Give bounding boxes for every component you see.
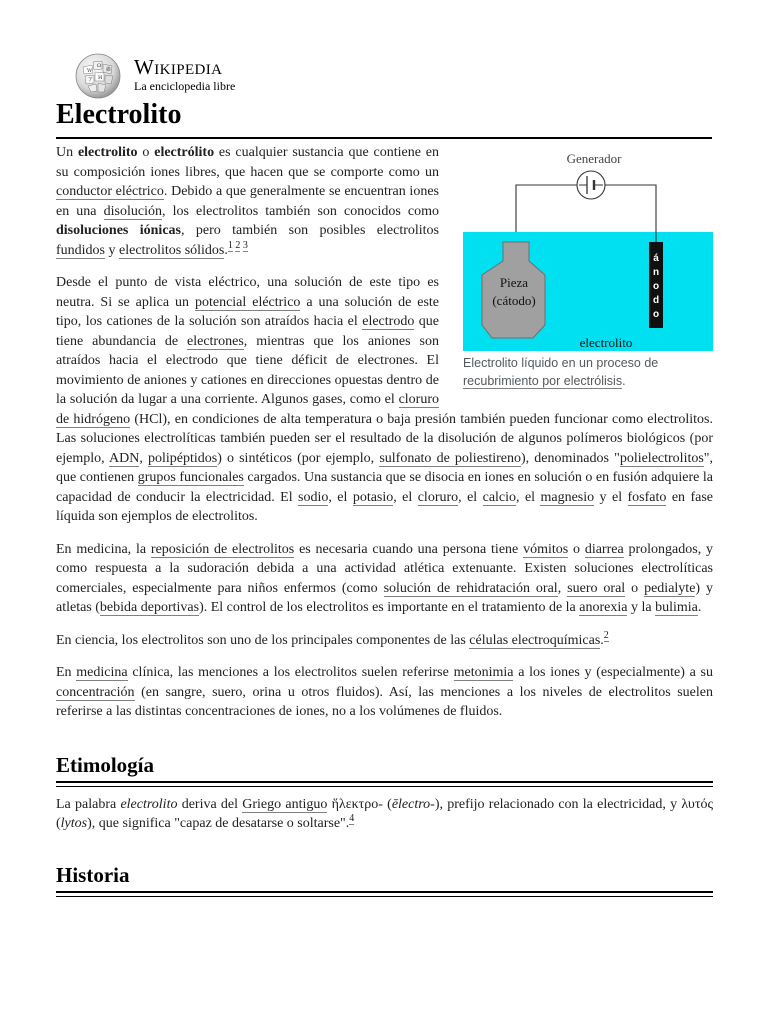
term-lytos: lytos <box>60 816 88 831</box>
term-electrolito-italic: electrolito <box>120 796 178 812</box>
link-reposicion-de-electrolitos[interactable]: reposición de electrolitos <box>150 541 295 557</box>
title-divider <box>56 137 712 139</box>
link-anorexia[interactable]: anorexia <box>579 600 628 615</box>
generator-label: Generador <box>566 151 622 166</box>
cathode-wire <box>516 185 578 232</box>
link-fundidos[interactable]: fundidos <box>56 242 105 258</box>
link-medicina[interactable]: medicina <box>76 665 128 680</box>
link-solucion-de-rehidratacion-oral[interactable]: solución de rehidratación oral <box>383 580 558 596</box>
link-polielectrolitos[interactable]: polielectrolitos <box>619 450 704 466</box>
link-grupos-funcionales[interactable]: grupos funcionales <box>137 470 244 485</box>
link-magnesio[interactable]: magnesio <box>540 489 595 505</box>
link-fosfato[interactable]: fosfato <box>627 489 667 505</box>
caption-end: . <box>622 374 626 388</box>
anode-letter: á <box>653 253 659 264</box>
link-calcio[interactable]: calcio <box>482 489 517 505</box>
reference-link-2[interactable]: 2 <box>235 239 241 251</box>
svg-text:維: 維 <box>106 67 112 73</box>
svg-text:И: И <box>98 75 103 81</box>
link-potencial-electrico[interactable]: potencial eléctrico <box>194 294 301 310</box>
link-conductor-electrico[interactable]: conductor eléctrico <box>56 184 164 199</box>
electrolysis-figure <box>463 145 713 390</box>
link-bulimia[interactable]: bulimia <box>655 600 698 615</box>
section-divider-etimologia <box>56 781 713 783</box>
link-electrolitos-solidos[interactable]: electrolitos sólidos <box>119 242 225 258</box>
section-heading-historia: Historia <box>56 862 130 887</box>
electrolysis-diagram <box>463 145 713 353</box>
link-griego-antiguo[interactable]: Griego antiguo <box>242 796 328 812</box>
anode-label <box>653 253 659 320</box>
science-paragraph: En ciencia, los electrolitos son uno de los principales componentes de las células electroquímicas.$^2$ <box>56 629 609 648</box>
cathode-label-line2: (cátodo) <box>492 293 536 308</box>
caption-text: Electrolito líquido en un proceso de <box>463 356 659 370</box>
link-sodio[interactable]: sodio <box>298 489 329 505</box>
svg-text:ア: ア <box>88 77 94 83</box>
section-divider-historia <box>56 891 713 893</box>
cathode-label-line1: Pieza <box>499 275 529 290</box>
reference-link-2b[interactable]: 2 <box>603 629 609 641</box>
svg-text:W: W <box>87 68 93 74</box>
intro-paragraph: Un electrolito o electrólito es cualquier sustancia que contiene en su composición iones libres, que hacen que se comporte como un conductor eléctrico. Debido a que generalmente se encuentran iones en una disolución, los electrolitos también son conocidos como disoluciones iónicas, pero también son posibles electrolitos fundidos y electrolitos sólidos.$^{1 2 3}$ <box>56 145 439 258</box>
link-concentracion[interactable]: concentración <box>56 684 135 700</box>
link-disolucion[interactable]: disolución <box>103 203 162 219</box>
wikipedia-globe-icon <box>74 52 122 100</box>
figure-caption <box>463 354 713 390</box>
link-pedialyte[interactable]: pedialyte <box>644 580 696 596</box>
term-disoluciones-ionicas: disoluciones iónicas <box>56 223 181 238</box>
electrolyte-label: electrolito <box>579 335 633 350</box>
link-metonimia[interactable]: metonimia <box>453 665 514 680</box>
term-electro: ēlectro- <box>391 796 435 812</box>
link-cloruro[interactable]: cloruro <box>417 489 459 505</box>
wikipedia-wordmark: Wikipedia <box>134 55 223 79</box>
link-potasio[interactable]: potasio <box>352 489 394 505</box>
article-content <box>56 143 713 897</box>
section-heading-etimologia: Etimología <box>56 752 154 777</box>
svg-text:Ω: Ω <box>97 63 102 69</box>
anode-letter: o <box>652 281 660 292</box>
link-adn[interactable]: ADN <box>108 450 140 466</box>
anode-letter: d <box>652 295 660 306</box>
section-divider-etimologia-thin <box>56 786 713 787</box>
term-electrolito: electrolito <box>77 145 138 160</box>
page-title: Electrolito <box>56 99 182 130</box>
link-cloruro-de-hidrogeno[interactable]: cloruro de hidrógeno <box>56 392 439 427</box>
clinical-paragraph: En medicina clínica, las menciones a los electrolitos suelen referirse metonimia a los iones y (especialmente) a su concentración (en sangre, suero, orina u otros fluidos). Así, las menciones a los niveles de electrolitos suelen referirse a las distintas concentraciones de iones, no a los volúmenes de fluidos. <box>56 665 713 719</box>
link-vomitos[interactable]: vómitos <box>523 541 569 557</box>
link-electrodo[interactable]: electrodo <box>362 314 415 329</box>
etymology-paragraph: La palabra electrolito deriva del Griego antiguo ἥλεκτρο- (ēlectro-), prefijo relacionado con la electricidad, y λυτός (lytos), que significa "capaz de desatarse o soltarse".$^4$ <box>56 796 713 831</box>
link-electrones[interactable]: electrones <box>187 333 244 349</box>
link-sulfonato-de-poliestireno[interactable]: sulfonato de poliestireno <box>379 450 522 466</box>
reference-link-4[interactable]: 4 <box>349 813 355 824</box>
anode-letter: o <box>652 309 660 320</box>
link-suero-oral[interactable]: suero oral <box>567 580 626 596</box>
link-celulas-electroquimicas[interactable]: células electroquímicas <box>469 632 601 648</box>
term-electrolito-alt: electrólito <box>154 145 215 160</box>
link-bebida-deportivas[interactable]: bebida deportivas <box>99 600 200 615</box>
reference-link-1[interactable]: 1 <box>227 239 233 251</box>
link-recubrimiento-electrolisis[interactable]: recubrimiento por electrólisis <box>463 374 623 388</box>
anode-letter: n <box>652 267 660 278</box>
reference-link-3[interactable]: 3 <box>242 239 248 251</box>
link-polipeptidos[interactable]: polipéptidos <box>147 450 218 466</box>
electrical-paragraph: Desde el punto de vista eléctrico, una solución de este tipo es neutra. Si se aplica un potencial eléctrico a una solución de este tipo, los cationes de la solución son atraídos hacia el electrodo que tiene abundancia de electrones, mientras que los aniones son atraídos hacia el electrodo que tiene déficit de electrones. El movimiento de aniones y cationes en direcciones opuestas dentro de la solución da lugar a una corriente. Algunos gases, como el cloruro de hidrógeno (HCl), en condiciones de alta temperatura o baja presión también pueden funcionar como electrolitos. Las soluciones electrolíticas también pueden ser el resultado de la disolución de algunos polímeros biológicos (por ejemplo, ADN, polipéptidos) o sintéticos (por ejemplo, sulfonato de poliestireno), denominados "polielectrolitos", que contienen grupos funcionales cargados. Una sustancia que se disocia en iones en solución o en fusión adquiere la capacidad de conducir la electricidad. El sodio, el potasio, el cloruro, el calcio, el magnesio y el fosfato en fase líquida son ejemplos de electrolitos. <box>56 275 714 524</box>
wikipedia-tagline: La enciclopedia libre <box>134 79 236 93</box>
link-diarrea[interactable]: diarrea <box>584 541 624 557</box>
wikipedia-logo-link[interactable] <box>74 52 264 100</box>
medicine-paragraph: En medicina, la reposición de electrolitos es necesaria cuando una persona tiene vómitos o diarrea prolongados, y como respuesta a la sudoración debida a una actividad atlética extenuante. Existen soluciones electrolíticas comerciales, especialmente para niños enfermos (como solución de rehidratación oral, suero oral o pedialyte) y atletas (bebida deportivas). El control de los electrolitos es importante en el tratamiento de la anorexia y la bulimia. <box>56 541 714 615</box>
section-divider-historia-thin <box>56 896 713 897</box>
